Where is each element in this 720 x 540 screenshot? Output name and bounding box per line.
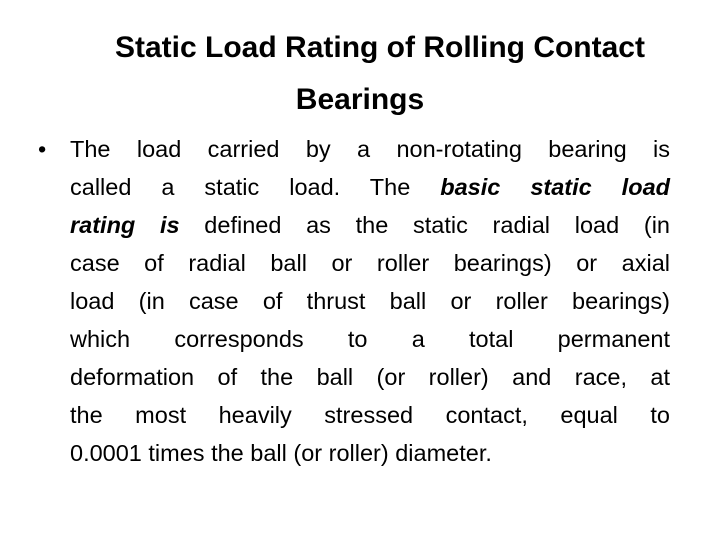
paragraph-line-1: The load carried by a non-rotating bearing is xyxy=(70,136,670,162)
paragraph-line-4: case of radial ball or roller bearings) or axial xyxy=(70,250,670,276)
paragraph-line-3 xyxy=(70,206,670,244)
paragraph-line-2 xyxy=(70,168,670,206)
title-line-2: Bearings xyxy=(295,83,425,116)
slide-body xyxy=(38,130,670,472)
paragraph-text: called a static load. The xyxy=(70,174,441,200)
paragraph-line-5: load (in case of thrust ball or roller bearings) xyxy=(70,288,670,314)
emphasis-text: basic static load xyxy=(440,174,670,200)
paragraph-line-6: which corresponds to a total permanent xyxy=(70,326,670,352)
paragraph-text: defined as the static radial load (in xyxy=(179,212,670,238)
bullet-icon: • xyxy=(38,136,47,162)
paragraph-line-8: the most heavily stressed contact, equal to xyxy=(70,402,670,428)
paragraph-line-9: 0.0001 times the ball (or roller) diameter. xyxy=(70,440,492,466)
title-line-1: Static Load Rating of Rolling Contact xyxy=(115,31,645,64)
paragraph-line-7: deformation of the ball (or roller) and race, at xyxy=(70,364,670,390)
emphasis-text: rating is xyxy=(70,212,180,238)
bullet-item xyxy=(38,130,670,472)
slide-title xyxy=(40,22,680,126)
